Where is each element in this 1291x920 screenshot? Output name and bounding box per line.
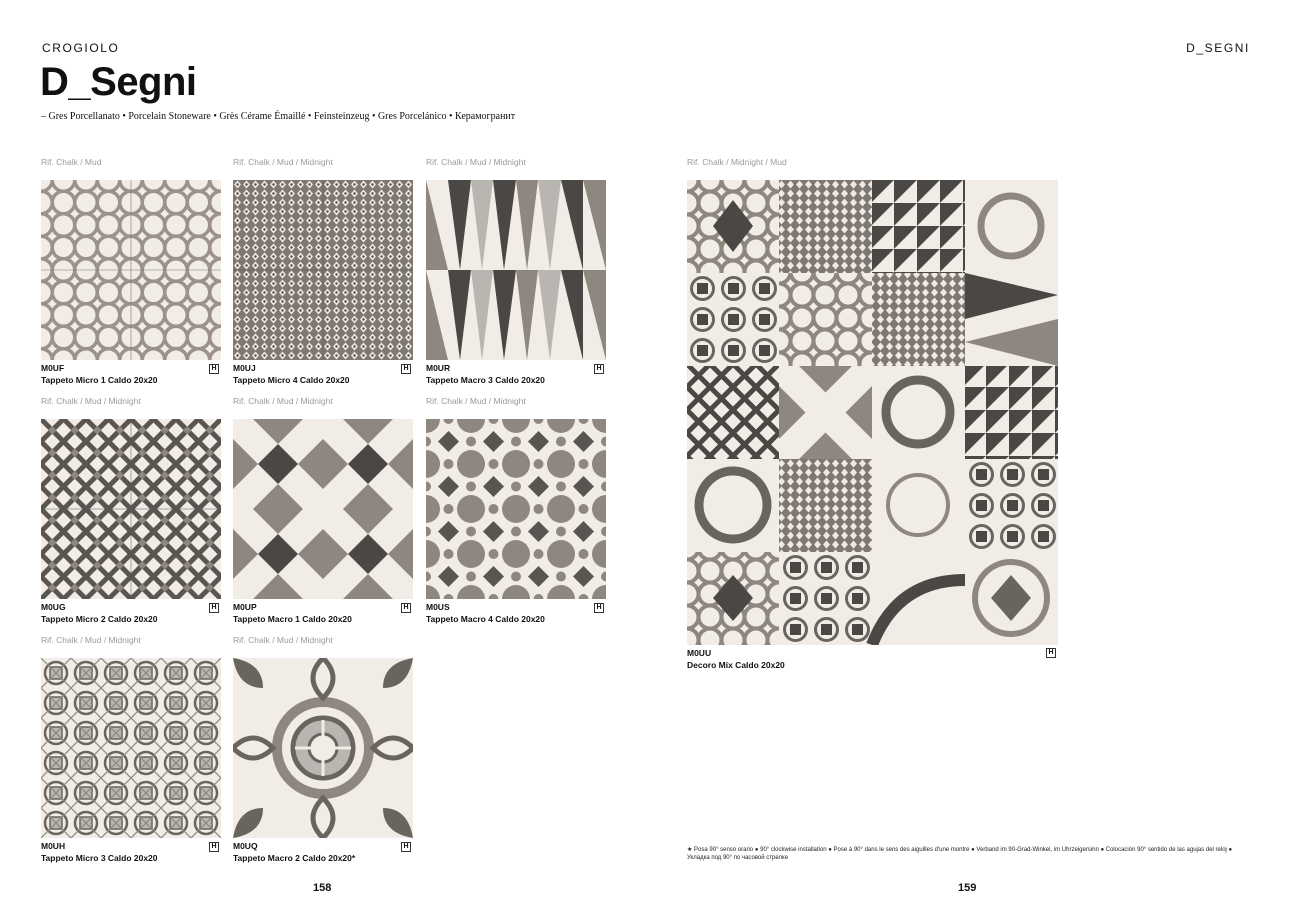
install-badge: H: [594, 603, 604, 613]
install-badge: H: [594, 364, 604, 374]
tile-image-tappeto-micro-3: [41, 658, 221, 838]
product-ref: Rif. Chalk / Mud / Midnight: [233, 635, 333, 645]
product-code: M0US: [426, 602, 450, 612]
tile-image-tappeto-micro-4: [233, 180, 413, 360]
product-ref: Rif. Chalk / Mud: [41, 157, 102, 167]
product-code: M0UR: [426, 363, 451, 373]
install-badge: H: [209, 842, 219, 852]
brand-name: CROGIOLO: [42, 41, 120, 55]
product-ref: Rif. Chalk / Midnight / Mud: [687, 157, 787, 167]
product-code: M0UU: [687, 648, 712, 658]
product-code: M0UG: [41, 602, 66, 612]
install-badge: H: [401, 364, 411, 374]
page-number-left: 158: [313, 882, 332, 894]
page-title: D_Segni: [40, 60, 197, 104]
product-ref: Rif. Chalk / Mud / Midnight: [426, 157, 526, 167]
product-name: Tappeto Micro 3 Caldo 20x20: [41, 853, 158, 863]
product-name: Tappeto Macro 1 Caldo 20x20: [233, 614, 352, 624]
install-badge: H: [209, 364, 219, 374]
product-name: Tappeto Micro 1 Caldo 20x20: [41, 375, 158, 385]
tile-image-tappeto-micro-2: [41, 419, 221, 599]
section-name: D_SEGNI: [1186, 41, 1250, 55]
product-name: Decoro Mix Caldo 20x20: [687, 660, 785, 670]
product-ref: Rif. Chalk / Mud / Midnight: [41, 635, 141, 645]
product-code: M0UH: [41, 841, 66, 851]
page-number-right: 159: [958, 882, 977, 894]
installation-footnote: ★ Posa 90° senso orario ● 90° clockwise installation ● Pose à 90° dans le sens des aiguilles d'une montre ● Verband im 90-Grad-Winkel, im Uhrzeigersinn ● Colocación 90° sentido de las agujas del reloj ● Укладка под 90° по часовой стрелке: [687, 847, 1233, 861]
tile-image-tappeto-macro-2: [233, 658, 413, 838]
product-ref: Rif. Chalk / Mud / Midnight: [233, 157, 333, 167]
product-name: Tappeto Micro 4 Caldo 20x20: [233, 375, 350, 385]
product-name: Tappeto Micro 2 Caldo 20x20: [41, 614, 158, 624]
product-name: Tappeto Macro 2 Caldo 20x20*: [233, 853, 356, 863]
tile-image-tappeto-macro-3: [426, 180, 606, 360]
product-code: M0UJ: [233, 363, 256, 373]
tile-image-tappeto-macro-4: [426, 419, 606, 599]
product-code: M0UQ: [233, 841, 258, 851]
install-badge: H: [401, 603, 411, 613]
install-badge: H: [401, 842, 411, 852]
tile-image-decoro-mix: [687, 180, 1058, 645]
product-name: Tappeto Macro 4 Caldo 20x20: [426, 614, 545, 624]
install-badge: H: [1046, 648, 1056, 658]
product-code: M0UF: [41, 363, 65, 373]
product-ref: Rif. Chalk / Mud / Midnight: [426, 396, 526, 406]
install-badge: H: [209, 603, 219, 613]
tile-image-tappeto-macro-1: [233, 419, 413, 599]
product-ref: Rif. Chalk / Mud / Midnight: [233, 396, 333, 406]
product-code: M0UP: [233, 602, 257, 612]
material-subtitle: – Gres Porcellanato • Porcelain Stoneware • Grès Cérame Émaillé • Feinsteinzeug • Gres Porcelánico • Керамогранит: [41, 111, 516, 122]
tile-image-tappeto-micro-1: [41, 180, 221, 360]
product-name: Tappeto Macro 3 Caldo 20x20: [426, 375, 545, 385]
product-ref: Rif. Chalk / Mud / Midnight: [41, 396, 141, 406]
